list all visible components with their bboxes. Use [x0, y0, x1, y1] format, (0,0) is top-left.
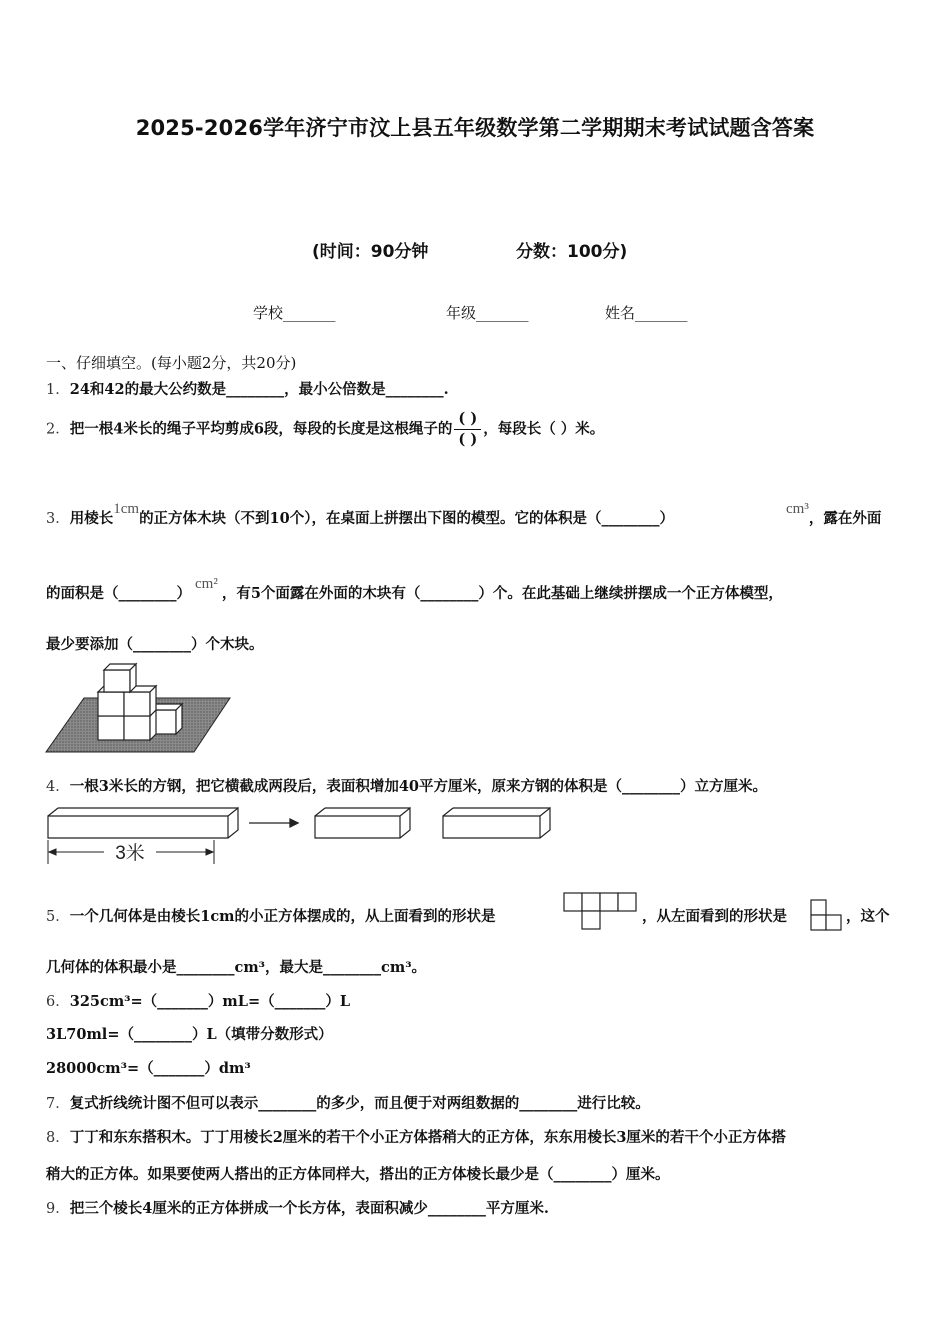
question-text: 28000cm³=（_______）dm³ — [46, 1060, 251, 1077]
question-9 — [46, 1197, 549, 1218]
question-text: 把三个棱长4厘米的正方体拼成一个长方体，表面积减少________平方厘米. — [69, 1200, 549, 1217]
question-3-line-2 — [46, 576, 783, 603]
question-text: 24和42的最大公约数是________，最小公倍数是________. — [69, 381, 449, 398]
question-text: 把一根4米长的绳子平均剪成6段，每段的长度是这根绳子的 — [69, 420, 453, 438]
question-text: ，露在外面 — [808, 510, 882, 527]
question-text: 325cm³=（_______）mL=（_______）L — [69, 993, 351, 1010]
question-text: 最少要添加（________）个木块。 — [46, 636, 264, 653]
question-text: 丁丁和东东搭积木。丁丁用棱长2厘米的若干个小正方体搭稍大的正方体，东东用棱长3厘米的若干个小正方体搭 — [69, 1129, 786, 1146]
question-5-line-2 — [46, 956, 426, 977]
question-number: 8． — [46, 1130, 70, 1146]
question-text: 复式折线统计图不但可以表示________的多少，而且便于对两组数据的________进行比较。 — [69, 1095, 650, 1112]
question-6-line-3 — [46, 1057, 251, 1078]
question-text: 稍大的正方体。如果要使两人搭出的正方体同样大，搭出的正方体棱长最少是（________）厘米。 — [46, 1166, 670, 1183]
question-6-line-1 — [46, 990, 350, 1011]
question-text: 几何体的体积最小是________cm³，最大是________cm³。 — [46, 959, 427, 976]
question-8-line-1 — [46, 1126, 786, 1147]
long-bar — [48, 808, 238, 838]
unit-cm: 1cm — [113, 501, 140, 517]
question-number: 3． — [46, 511, 70, 527]
question-text: 3L70ml=（________）L（填带分数形式） — [46, 1026, 333, 1043]
question-text: 一根3米长的方钢，把它横截成两段后，表面积增加40平方厘米，原来方钢的体积是（________）立方厘米。 — [69, 778, 767, 795]
question-number: 1． — [46, 382, 70, 398]
question-3-line-1 — [46, 501, 674, 528]
question-number: 9． — [46, 1201, 70, 1217]
question-8-line-2 — [46, 1163, 670, 1184]
question-number: 2． — [46, 421, 70, 438]
unit-cm3: cm³ — [786, 501, 809, 517]
fraction-denominator: ( ) — [458, 431, 478, 448]
question-number: 5． — [46, 909, 70, 925]
steel-bar-figure — [44, 806, 556, 868]
total-score: 分数：100分) — [516, 242, 628, 262]
question-text: ，有5个面露在外面的木块有（________）个。在此基础上继续拼摆成一个正方体模型， — [221, 585, 783, 602]
question-text: ，从左面看到的形状是 — [642, 908, 787, 925]
school-field: 学校_______ — [253, 304, 336, 322]
grade-field: 年级_______ — [446, 304, 529, 322]
cube-model-figure — [44, 660, 234, 756]
page-title: 2025-2026学年济宁市汶上县五年级数学第二学期期末考试试题含答案 — [135, 116, 815, 140]
question-text: 用棱长 — [69, 510, 114, 527]
question-5-line-1 — [46, 905, 496, 926]
question-text: 的正方体木块（不到10个），在桌面上拼摆出下图的模型。它的体积是（________） — [139, 510, 674, 527]
question-1 — [46, 378, 449, 399]
question-3-unit-volume — [786, 501, 882, 528]
question-text: ，这个 — [846, 908, 890, 925]
question-number: 7． — [46, 1096, 70, 1112]
top-view-shape — [563, 892, 639, 932]
time-limit: (时间：90分钟 — [312, 242, 429, 262]
length-label: 3米 — [115, 843, 145, 864]
cut-piece-left — [315, 808, 410, 838]
fraction-numerator: ( ) — [454, 409, 481, 430]
section-heading: 一、仔细填空。(每小题2分，共20分) — [46, 354, 297, 372]
question-5-end — [846, 905, 890, 926]
name-field: 姓名_______ — [605, 304, 688, 322]
left-view-shape — [810, 899, 844, 933]
cut-piece-right — [443, 808, 550, 838]
question-4 — [46, 775, 767, 796]
fraction-blank — [454, 409, 481, 450]
unit-cm2: cm² — [195, 576, 218, 592]
question-3-line-3 — [46, 633, 264, 654]
question-5-mid — [642, 905, 787, 926]
question-number: 4． — [46, 779, 70, 795]
question-7 — [46, 1092, 650, 1113]
question-6-line-2 — [46, 1023, 333, 1044]
arrow — [249, 819, 298, 827]
question-2 — [46, 409, 604, 450]
question-text: 的面积是（________） — [46, 585, 191, 602]
question-number: 6． — [46, 994, 70, 1010]
question-text-end: ，每段长（ ）米。 — [483, 420, 605, 438]
question-text: 一个几何体是由棱长1cm的小正方体摆成的，从上面看到的形状是 — [69, 908, 496, 925]
